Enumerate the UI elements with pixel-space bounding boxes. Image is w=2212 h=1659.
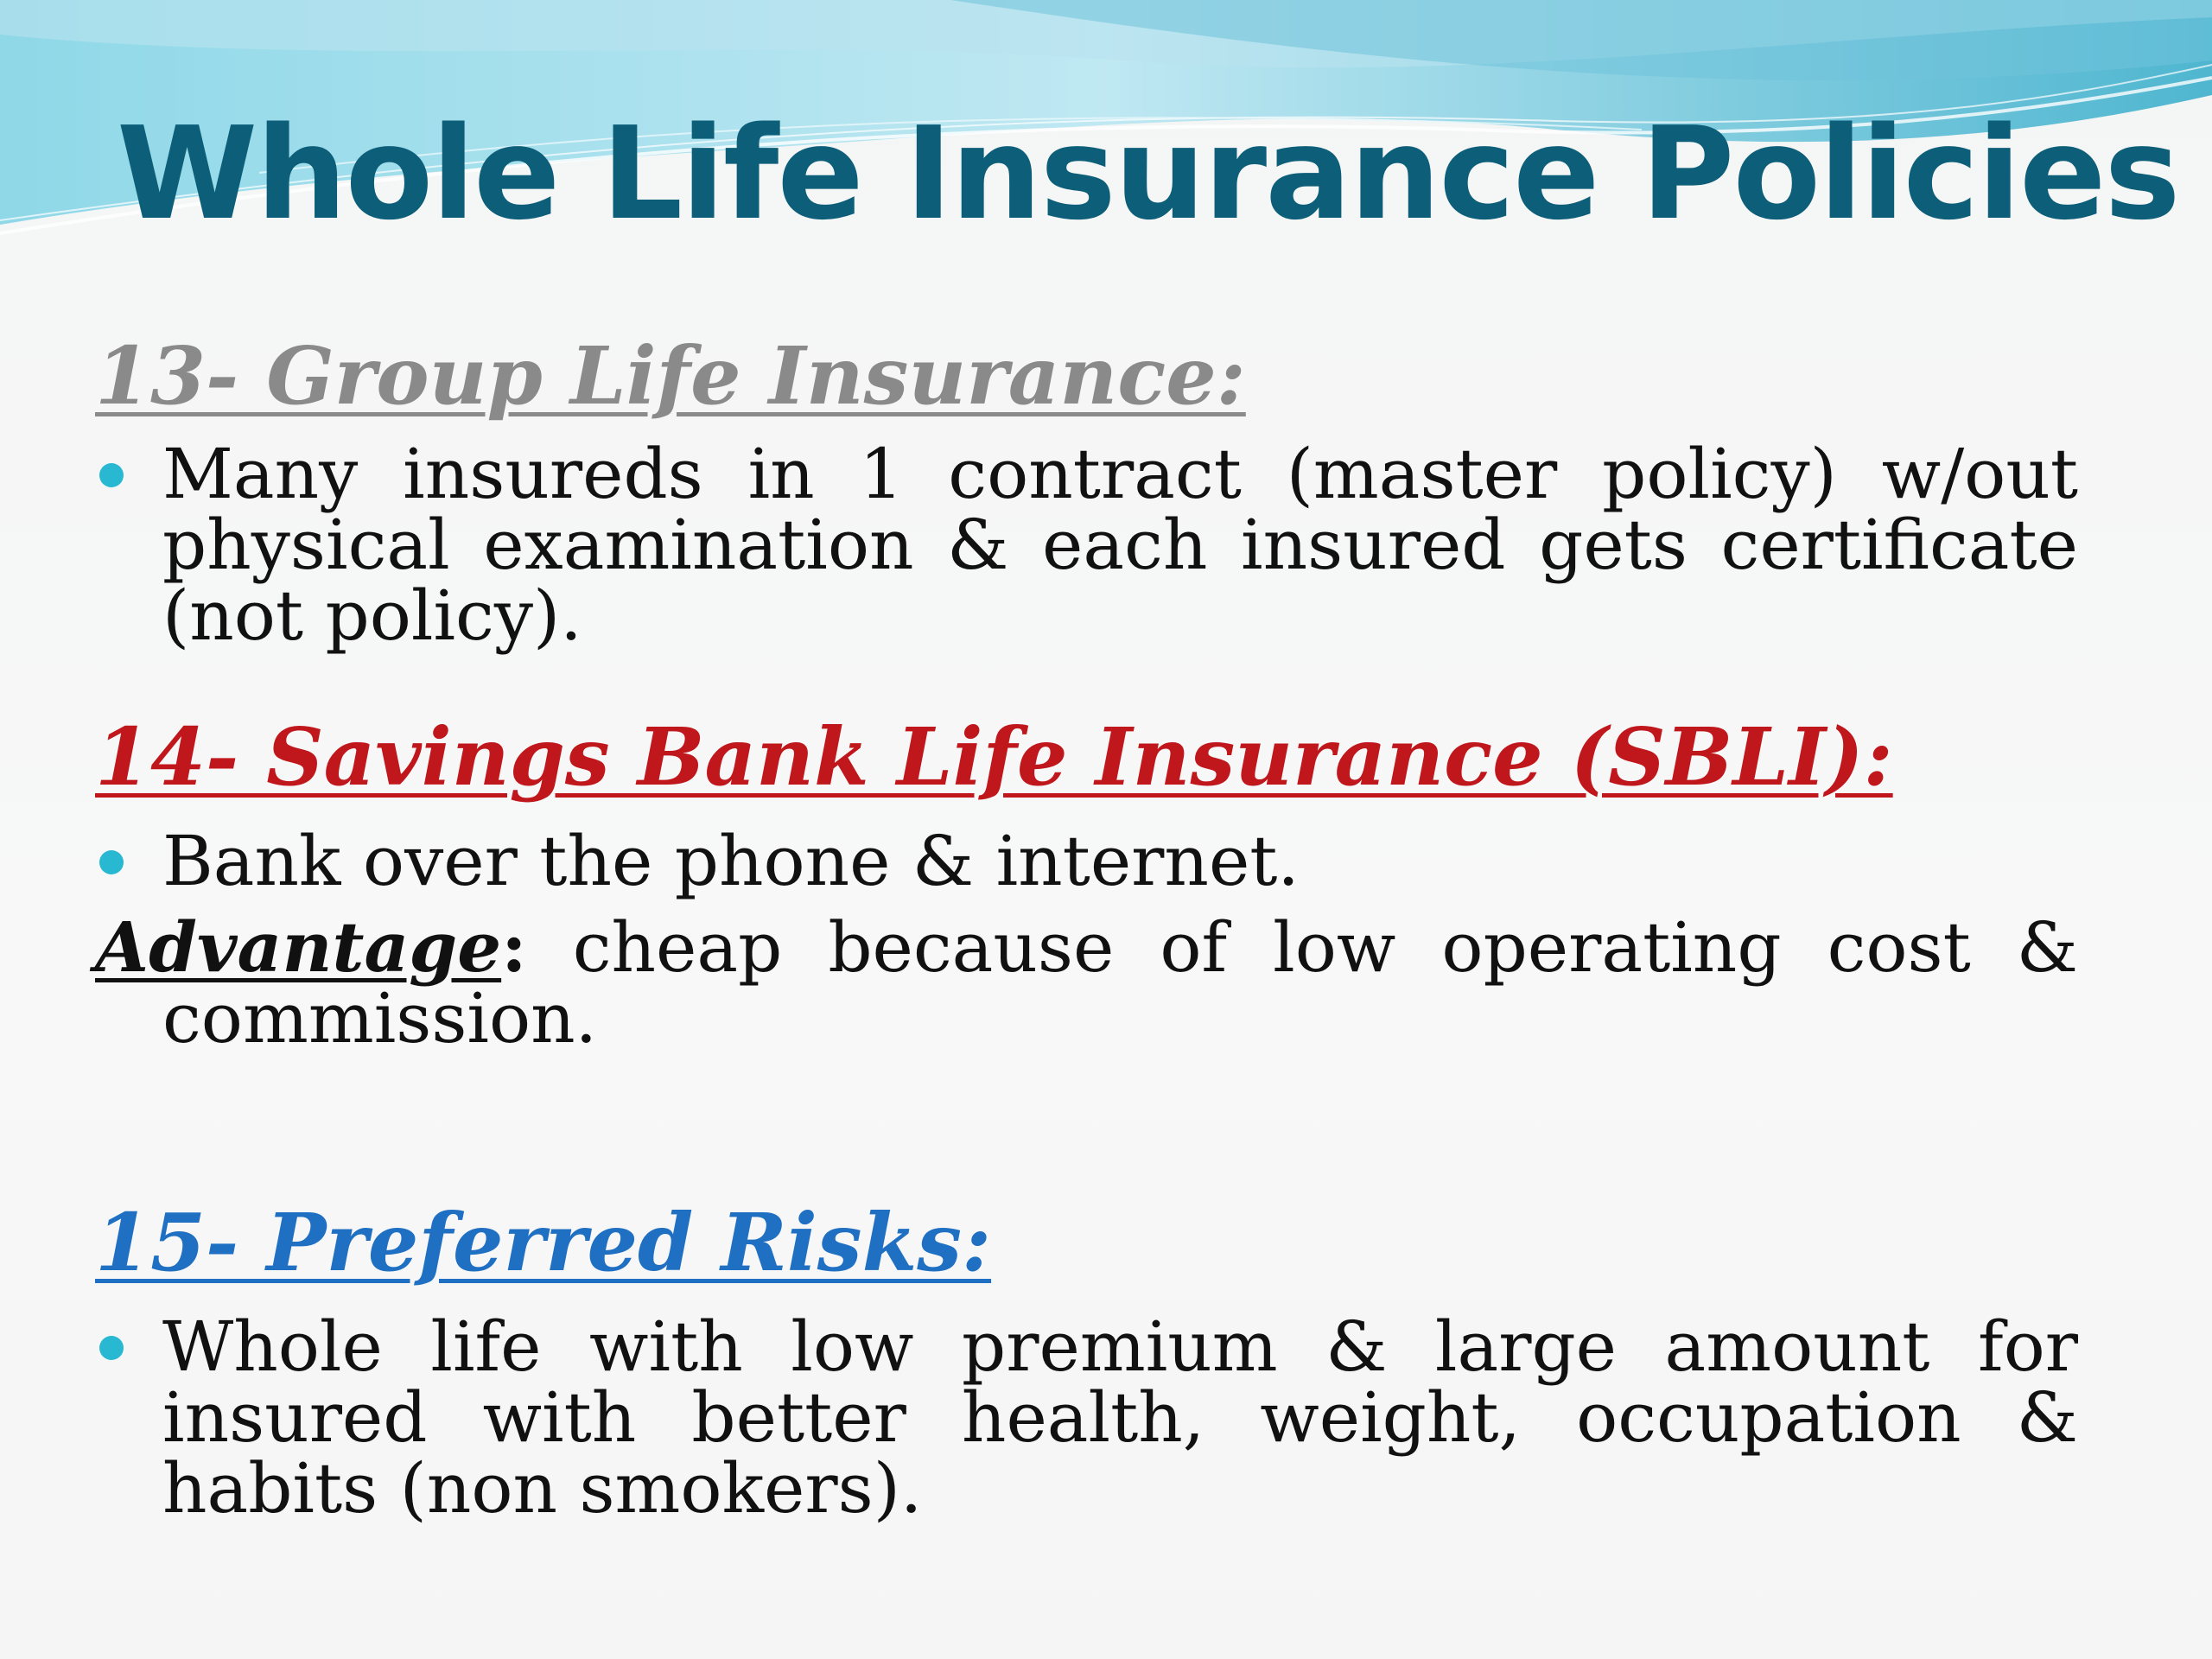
bullet-icon: [99, 1336, 124, 1360]
bullet-icon: [99, 850, 124, 874]
bullet-icon: [99, 463, 124, 487]
list-item: [99, 434, 2078, 656]
section-heading-preferred-risks: 15- Preferred Risks:: [95, 1196, 992, 1289]
advantage-label: Advantage: [95, 906, 502, 988]
bullet-text: Bank over the phone & internet.: [162, 821, 1300, 901]
section-heading-group-life: 13- Group Life Insurance:: [95, 329, 1246, 423]
list-item: [99, 821, 2078, 901]
list-item: [99, 1306, 2078, 1529]
slide-title: Whole Life Insurance Policies: [117, 99, 2179, 248]
advantage-colon: :: [501, 906, 527, 988]
bullet-text: Many insureds in 1 contract (master policy) w/out physical examination & each insured gets certificate (not policy).: [162, 434, 2078, 656]
bullet-text: Whole life with low premium & large amount for insured with better health, weight, occupation & habits (non smokers).: [162, 1306, 2078, 1529]
section-heading-sbli: 14- Savings Bank Life Insurance (SBLI):: [95, 710, 1893, 804]
advantage-paragraph: [95, 906, 2078, 1058]
advantage-text: cheap because of low operating cost &: [572, 907, 2078, 988]
advantage-line-1: [95, 906, 2078, 988]
advantage-line-2: commission.: [162, 978, 598, 1058]
